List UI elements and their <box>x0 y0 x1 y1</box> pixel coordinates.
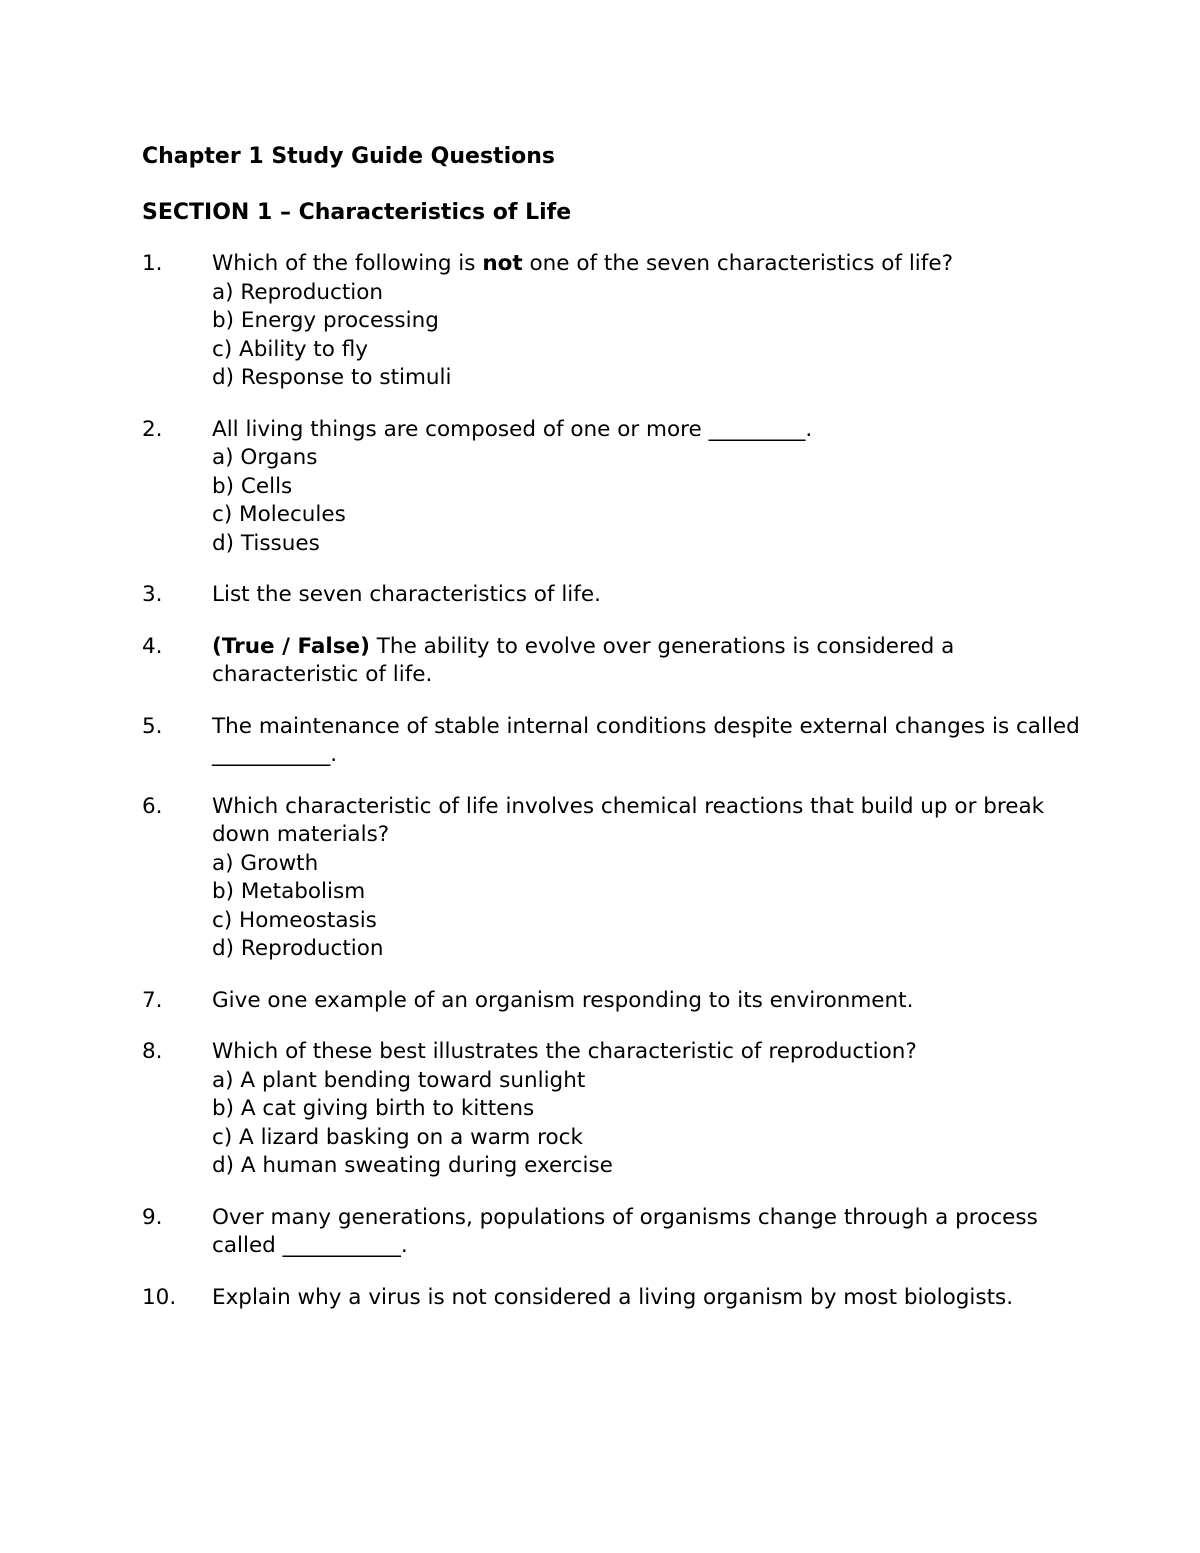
question-text: The maintenance of stable internal conditions despite external changes is called ___________. <box>212 713 1080 767</box>
question-number: 5. <box>142 713 163 739</box>
answer-option: b) Cells <box>212 473 293 499</box>
question-number: 1. <box>142 251 163 276</box>
answer-option: d) A human sweating during exercise <box>212 1153 613 1178</box>
question-text-part: one of the seven characteristics of life? <box>522 251 953 276</box>
question-number: 6. <box>142 793 163 819</box>
answer-option: a) A plant bending toward sunlight <box>212 1067 586 1093</box>
question-emphasis: not <box>482 251 523 276</box>
question-text: All living things are composed of one or more _________. <box>212 416 813 442</box>
document-title: Chapter 1 Study Guide Questions <box>142 144 555 169</box>
question-number: 4. <box>142 633 163 659</box>
answer-option: b) A cat giving birth to kittens <box>212 1096 535 1121</box>
question-number: 3. <box>142 582 163 607</box>
question-3 <box>142 581 1082 610</box>
question-1 <box>142 250 1082 393</box>
true-false-label: (True / False) <box>212 633 370 659</box>
section-heading: SECTION 1 – Characteristics of Life <box>142 200 572 225</box>
question-2 <box>142 416 1082 559</box>
answer-option: c) Molecules <box>212 502 346 527</box>
question-text: Which characteristic of life involves chemical reactions that build up or break down materials? <box>212 793 1045 847</box>
answer-option: a) Reproduction <box>212 279 384 305</box>
answer-option: b) Metabolism <box>212 879 366 904</box>
question-number: 2. <box>142 416 163 442</box>
answer-options <box>212 444 1082 558</box>
question-text-part: Which of the following is <box>212 251 483 276</box>
answer-option: d) Tissues <box>212 530 320 556</box>
question-number: 7. <box>142 987 163 1013</box>
answer-options <box>212 1067 1082 1181</box>
answer-option: c) A lizard basking on a warm rock <box>212 1124 583 1150</box>
question-4 <box>142 633 1082 690</box>
answer-option: b) Energy processing <box>212 308 439 333</box>
question-text <box>212 250 1082 279</box>
answer-option: d) Response to stimuli <box>212 365 452 390</box>
answer-option: c) Ability to fly <box>212 336 368 362</box>
answer-options <box>212 279 1082 393</box>
question-8 <box>142 1038 1082 1181</box>
question-text: Explain why a virus is not considered a living organism by most biologists. <box>212 1284 1014 1310</box>
question-number: 10. <box>142 1284 177 1310</box>
question-10 <box>142 1284 1082 1313</box>
question-text-part: The ability to evolve over generations is considered a characteristic of life. <box>212 633 955 687</box>
question-text <box>212 633 1082 690</box>
question-number: 8. <box>142 1039 163 1064</box>
question-text: Which of these best illustrates the characteristic of reproduction? <box>212 1039 917 1064</box>
question-6 <box>142 793 1082 964</box>
answer-option: a) Growth <box>212 850 319 876</box>
question-5 <box>142 713 1082 770</box>
question-text: Over many generations, populations of organisms change through a process called ___________. <box>212 1204 1038 1258</box>
document-content <box>142 140 1082 1335</box>
answer-option: a) Organs <box>212 445 318 470</box>
question-text: Give one example of an organism responding to its environment. <box>212 987 914 1013</box>
question-text: List the seven characteristics of life. <box>212 582 601 607</box>
answer-option: d) Reproduction <box>212 936 384 961</box>
answer-option: c) Homeostasis <box>212 907 377 933</box>
question-number: 9. <box>142 1204 163 1230</box>
question-9 <box>142 1204 1082 1261</box>
question-7 <box>142 987 1082 1016</box>
answer-options <box>212 850 1082 964</box>
